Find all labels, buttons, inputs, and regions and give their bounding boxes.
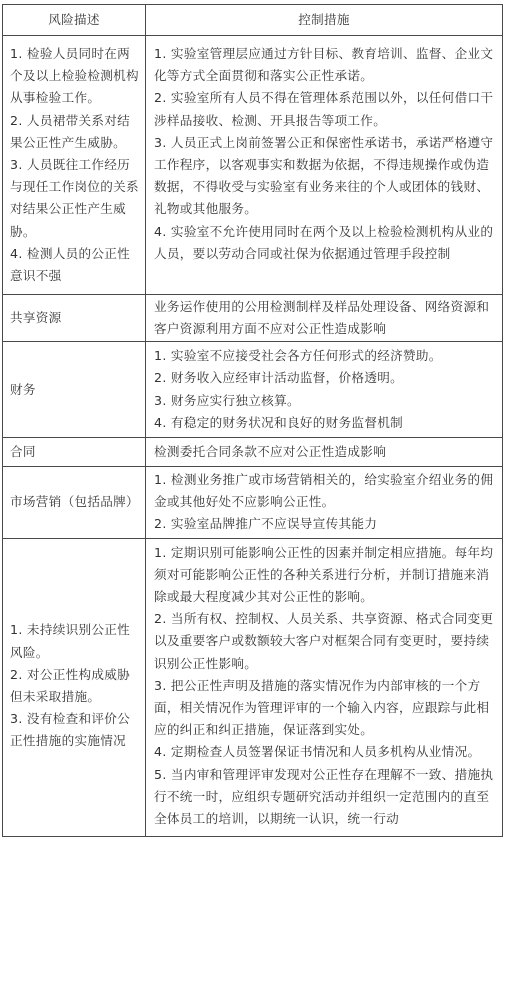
header-control-measures: 控制措施 bbox=[146, 5, 503, 36]
risk-item: 共享资源 bbox=[10, 310, 62, 326]
table-row-personnel bbox=[3, 36, 503, 295]
risk-item: 4. 检测人员的公正性意识不强 bbox=[10, 245, 131, 284]
control-cell bbox=[146, 467, 503, 539]
risk-item: 财务 bbox=[10, 381, 36, 397]
control-cell bbox=[146, 36, 503, 295]
impartiality-risk-table bbox=[2, 4, 503, 837]
risk-cell bbox=[3, 295, 146, 342]
control-item: 1. 定期识别可能影响公正性的因素并制定相应措施。每年均须对可能影响公正性的各种关系进行分析，并制订措施来消除或最大程度减少其对公正性的影响。 bbox=[154, 544, 494, 605]
header-risk-description: 风险描述 bbox=[3, 5, 146, 36]
control-item: 3. 财务应实行独立核算。 bbox=[154, 392, 300, 408]
table-row-impartiality-monitoring bbox=[3, 538, 503, 837]
table-row-finance bbox=[3, 342, 503, 438]
control-item: 3. 人员正式上岗前签署公正和保密性承诺书，承诺严格遵守工作程序，以客观事实和数据为依据，不得违规操作或伪造数据，不得收受与实验室有业务来往的个人或团体的钱财、礼物或其他服务。 bbox=[154, 134, 494, 217]
control-cell bbox=[146, 295, 503, 342]
control-item: 2. 当所有权、控制权、人员关系、共享资源、格式合同变更以及重要客户或数额较大客户对框架合同有变更时，要持续识别公正性影响。 bbox=[154, 611, 494, 671]
risk-cell bbox=[3, 467, 146, 539]
control-item: 5. 当内审和管理评审发现对公正性存在理解不一致、措施执行不统一时，应组织专题研究活动并组织一定范围内的直至全体员工的培训，以期统一认识，统一行动 bbox=[154, 766, 494, 827]
risk-cell bbox=[3, 342, 146, 438]
control-item: 1. 实验室不应接受社会各方任何形式的经济赞助。 bbox=[154, 348, 442, 364]
risk-cell bbox=[3, 36, 146, 295]
table-row-shared-resources bbox=[3, 295, 503, 342]
control-cell bbox=[146, 342, 503, 438]
risk-item: 1. 未持续识别公正性风险。 bbox=[10, 622, 131, 660]
control-cell bbox=[146, 538, 503, 837]
risk-item: 合同 bbox=[10, 443, 36, 459]
risk-cell bbox=[3, 538, 146, 837]
control-item: 4. 实验室不允许使用同时在两个及以上检验检测机构从业的人员，要以劳动合同或社保为依据通过管理手段控制 bbox=[154, 223, 494, 261]
risk-item: 3. 没有检查和评价公正性措施的实施情况 bbox=[10, 711, 131, 749]
control-item: 2. 实验室品牌推广不应误导宣传其能力 bbox=[154, 516, 378, 532]
risk-item: 3. 人员既往工作经历与现任工作岗位的关系对结果公正性产生威胁。 bbox=[10, 157, 139, 239]
risk-item: 1. 检验人员同时在两个及以上检验检测机构从事检验工作。 bbox=[10, 46, 139, 106]
control-item: 4. 有稳定的财务状况和良好的财务监督机制 bbox=[154, 414, 404, 430]
risk-cell bbox=[3, 438, 146, 467]
control-item: 4. 定期检查人员签署保证书情况和人员多机构从业情况。 bbox=[154, 744, 481, 760]
risk-item: 市场营销（包括品牌） bbox=[10, 494, 139, 510]
control-item: 检测委托合同条款不应对公正性造成影响 bbox=[154, 443, 387, 459]
table-row-marketing bbox=[3, 467, 503, 539]
risk-item: 2. 人员裙带关系对结果公正性产生威胁。 bbox=[10, 112, 131, 150]
control-item: 3. 把公正性声明及措施的落实情况作为内部审核的一个方面，相关情况作为管理评审的一个输入内容，应跟踪与此相应的纠正和纠正措施，保证落到实处。 bbox=[154, 677, 490, 738]
control-item: 1. 检测业务推广或市场营销相关的，给实验室介绍业务的佣金或其他好处不应影响公正性。 bbox=[154, 472, 494, 510]
table-header-row bbox=[3, 5, 503, 36]
risk-item: 2. 对公正性构成威胁但未采取措施。 bbox=[10, 666, 131, 704]
control-item: 1. 实验室管理层应通过方针目标、教育培训、监督、企业文化等方式全面贯彻和落实公正性承诺。 bbox=[154, 46, 494, 84]
control-item: 2. 实验室所有人员不得在管理体系范围以外，以任何借口干涉样品接收、检测、开具报告等项工作。 bbox=[154, 90, 494, 128]
control-item: 业务运作使用的公用检测制样及样品处理设备、网络资源和客户资源利用方面不应对公正性造成影响 bbox=[154, 299, 490, 337]
control-cell bbox=[146, 438, 503, 467]
control-item: 2. 财务收入应经审计活动监督，价格透明。 bbox=[154, 370, 404, 386]
table-row-contract bbox=[3, 438, 503, 467]
